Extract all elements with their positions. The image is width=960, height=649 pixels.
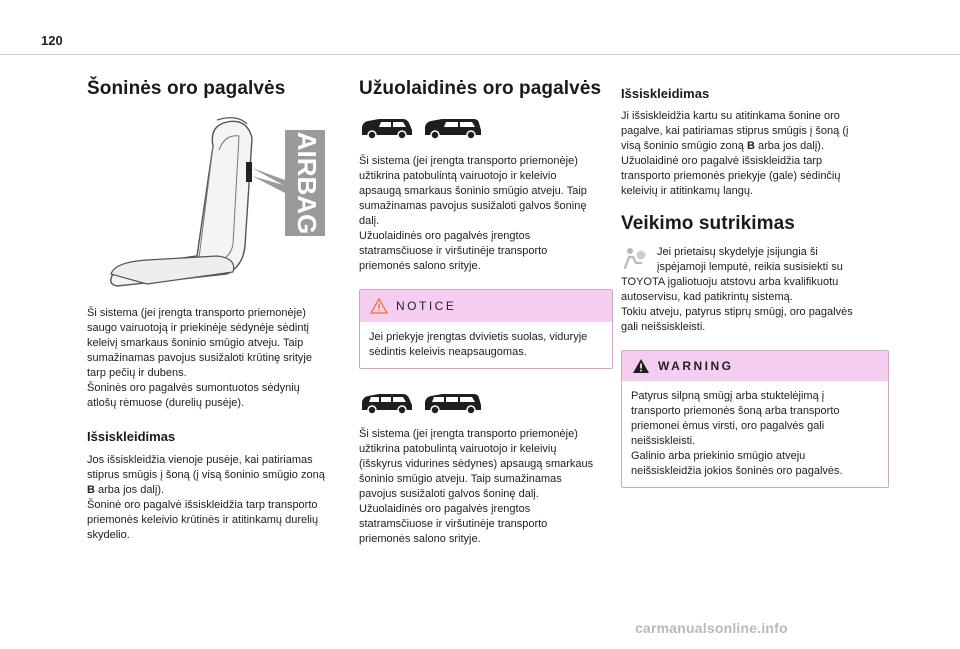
page-number: 120	[41, 33, 63, 48]
column-deployment-malfunction	[621, 86, 891, 488]
warning-triangle-icon	[632, 358, 650, 374]
van-long-rear-seats-icon	[422, 391, 484, 415]
notice-header	[360, 290, 612, 322]
malfunction-text: Jei prietaisų skydelyje įsijungia ši įspėjamoji lemputė, reikia susisiekti su TOYOTA įgaliotuoju atstovu arba kvalifikuotu autoservisu, kad patikrintų sistemą. Tokiu atveju, patyrus stiprų smūgį, oro pagalvės gali neišsiskleisti.	[621, 246, 853, 333]
column-side-airbags	[87, 78, 341, 543]
header-divider	[0, 54, 960, 55]
warning-label: WARNING	[658, 359, 734, 373]
malfunction-block	[621, 245, 891, 335]
van-short-rear-seats-icon	[359, 391, 415, 415]
side-airbag-intro: Ši sistema (jei įrengta transporto priemonėje) saugo vairuotoją ir priekinėje sėdynėje sėdintį keleivį smarkaus šoninio smūgio atveju. Taip sumažinamas pavojus susižaloti krūtinę srityje tarp pečių ir dubens. Šoninės oro pagalvės sumontuotos sėdynių atlošų rėmuose (durelių pusėje).	[87, 307, 312, 409]
airbag-tag-label: AIRBAG	[292, 131, 323, 235]
vehicle-icons-row-2	[359, 391, 613, 415]
column-curtain-airbags	[359, 78, 613, 547]
curtain-airbag-para-2: Ši sistema (jei įrengta transporto priemonėje) užtikrina patobulintą vairuotojo ir keleivių (išskyrus vidurines sėdynes) apsaugą smarkaus šoninio smūgio atveju. Taip sumažinamas pavojus susižaloti galvos šoninę dalį. Užuolaidinės oro pagalvės įrengtos statramsčiuose ir viršutinėje transporto priemonės salono srityje.	[359, 428, 594, 545]
deployment-heading: Išsiskleidimas	[87, 429, 176, 444]
notice-text: Jei priekyje įrengtas dvivietis suolas, viduryje sėdintis keleivis neapsaugomas.	[369, 331, 588, 358]
van-short-icon	[359, 116, 415, 140]
curtain-airbag-deployment: Ji išsiskleidžia kartu su atitinkama šonine oro pagalve, kai patiriamas stiprus smūgis į šoną (į visą šoninio smūgio zoną B arba jos dalį). Užuolaidinė oro pagalvė išsiskleidžia tarp transporto priemonės priekyje (gale) sėdinčių keleivių ir atitinkamų langų.	[621, 110, 849, 197]
van-long-icon	[422, 116, 484, 140]
side-airbag-deployment: Jos išsiskleidžia vienoje pusėje, kai patiriamas stiprus smūgis į šoną (į visą šoninio smūgio zoną B arba jos dalį). Šoninė oro pagalvė išsiskleidžia tarp transporto priemonės keleivio krūtinės ir atitinkamų durelių skydelio.	[87, 454, 325, 541]
notice-label: NOTICE	[396, 299, 457, 313]
malfunction-title: Veikimo sutrikimas	[621, 213, 795, 234]
notice-triangle-icon	[370, 298, 388, 314]
section-title: Šoninės oro pagalvės	[87, 78, 286, 99]
notice-box	[359, 289, 613, 369]
warning-box	[621, 350, 889, 488]
watermark: carmanualsonline.info	[635, 620, 788, 636]
curtain-airbag-para-1: Ši sistema (jei įrengta transporto priemonėje) užtikrina patobulintą vairuotojo ir keleivio apsaugą smarkaus šoninio smūgio atveju. Taip sumažinamas pavojus susižaloti galvos šoninę dalį. Užuolaidinės oro pagalvės įrengtos statramsčiuose ir viršutinėje transporto priemonės salono srityje.	[359, 155, 587, 272]
warning-header	[622, 351, 888, 381]
section-title: Užuolaidinės oro pagalvės	[359, 78, 602, 99]
deployment-heading: Išsiskleidimas	[621, 86, 710, 101]
seat-airbag-illustration	[87, 116, 341, 288]
airbag-warning-lamp-icon	[621, 246, 647, 270]
warning-text: Patyrus silpną smūgį arba stuktelėjimą į transporto priemonės šoną arba transporto priemonei ėmus virsti, oro pagalvės gali neišsiskleisti. Galinio arba priekinio smūgio atveju neišsiskleidžia jokios šoninės oro pagalvės.	[631, 390, 843, 477]
vehicle-icons-row-1	[359, 116, 613, 140]
